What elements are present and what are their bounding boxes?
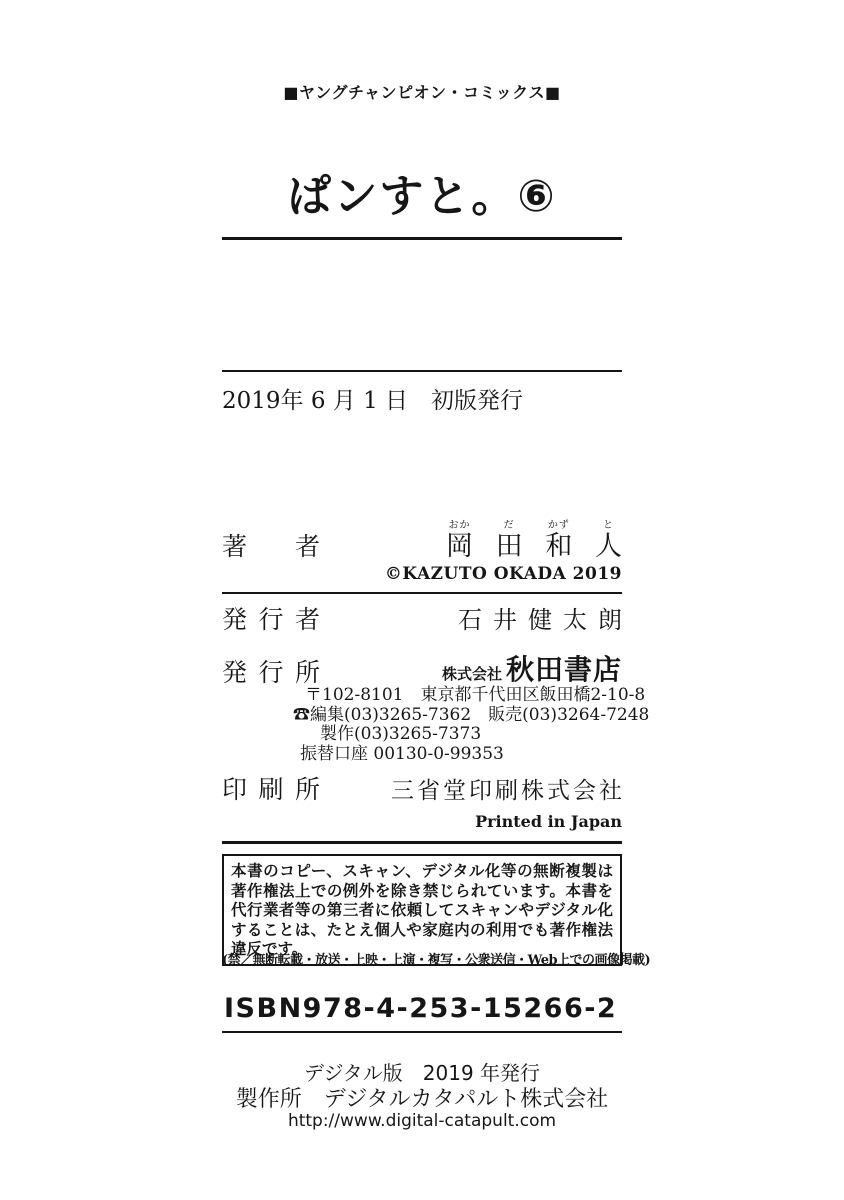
book-title: ぱンすと。⑥: [287, 171, 557, 222]
publisher-row: [222, 605, 633, 635]
author-row: [222, 520, 622, 562]
printer-name: 三省堂印刷株式会社: [391, 778, 625, 805]
printer-label-char: 印: [222, 775, 248, 804]
author-name: [446, 520, 622, 562]
series-header: ■ヤングチャンピオン・コミックス■: [283, 83, 561, 102]
kanji: 和: [545, 531, 573, 562]
author-divider-rule: [222, 592, 622, 594]
house-label-char: 所: [294, 658, 320, 688]
furigana: だ: [503, 520, 515, 531]
copyright-notice-box: 本書のコピー、スキャン、デジタル化等の無断複製は著作権法上での例外を除き禁じられています。本書を代行業者等の第三者に依頼してスキャンやデジタル化することは、たとえ個人や家庭内の利用でも著作権法違反です。: [222, 854, 622, 966]
printer-label-char: 所: [294, 775, 320, 804]
publishing-house-label: [222, 659, 320, 688]
kanji: 田: [495, 531, 523, 562]
house-label-char: 行: [258, 658, 284, 688]
publishing-house-name: [442, 648, 622, 688]
kanji: 岡: [446, 531, 473, 562]
furigana: と: [602, 520, 614, 531]
printed-in-japan: Printed in Japan: [475, 812, 622, 831]
publisher-label: [222, 606, 320, 635]
publisher-name: 石井健太朗: [458, 606, 633, 635]
author-name-char: [595, 520, 622, 562]
publisher-label-char: 発: [222, 605, 248, 634]
company-name: 秋田書店: [505, 653, 622, 686]
title-underline: [222, 237, 622, 240]
isbn-number: ISBN978-4-253-15266-2: [224, 993, 618, 1024]
publisher-address-block: [293, 686, 649, 764]
furigana: おか: [448, 520, 471, 531]
author-name-char: [446, 520, 473, 562]
colophon-content: [222, 0, 651, 1200]
publishing-house-row: [222, 648, 622, 688]
copyright-notice: ©KAZUTO OKADA 2019: [384, 564, 622, 584]
publisher-label-char: 者: [294, 605, 320, 634]
transfer-account: 振替口座 00130-0-99353: [300, 743, 504, 764]
publisher-label-char: 行: [258, 605, 284, 634]
author-label: [222, 533, 320, 562]
date-top-rule: [222, 370, 622, 372]
author-name-char: [496, 520, 523, 562]
prohibition-line: (禁／無断転載・放送・上映・上演・複写・公衆送信・Web上での画像掲載): [222, 953, 651, 968]
furigana: かず: [547, 520, 570, 531]
printer-row: [222, 775, 625, 805]
author-label-char: 著: [222, 532, 248, 562]
author-label-char: 者: [294, 532, 320, 562]
printer-label: [222, 776, 320, 805]
phone-line-production: 製作(03)3265-7373: [320, 724, 482, 744]
digital-producer-url: http://www.digital-catapult.com: [287, 1111, 557, 1131]
phone-line-editorial-sales: ☎編集(03)3265-7362 販売(03)3264-7248: [293, 704, 650, 725]
postal-address: 〒102-8101 東京都千代田区飯田橋2-10-8: [305, 685, 646, 705]
house-label-char: 発: [222, 658, 248, 688]
company-prefix: 株式会社: [441, 665, 502, 683]
digital-producer-line: 製作所 デジタルカタパルト株式会社: [235, 1087, 609, 1112]
author-name-char: [545, 520, 572, 562]
isbn-underline: [222, 1031, 622, 1033]
kanji: 人: [594, 531, 622, 562]
edition-date: 2019年 6 月 1 日 初版発行: [222, 388, 524, 414]
printer-label-char: 刷: [258, 775, 284, 804]
notice-top-rule: [222, 841, 622, 844]
digital-edition-line: デジタル版 2019 年発行: [303, 1061, 541, 1085]
